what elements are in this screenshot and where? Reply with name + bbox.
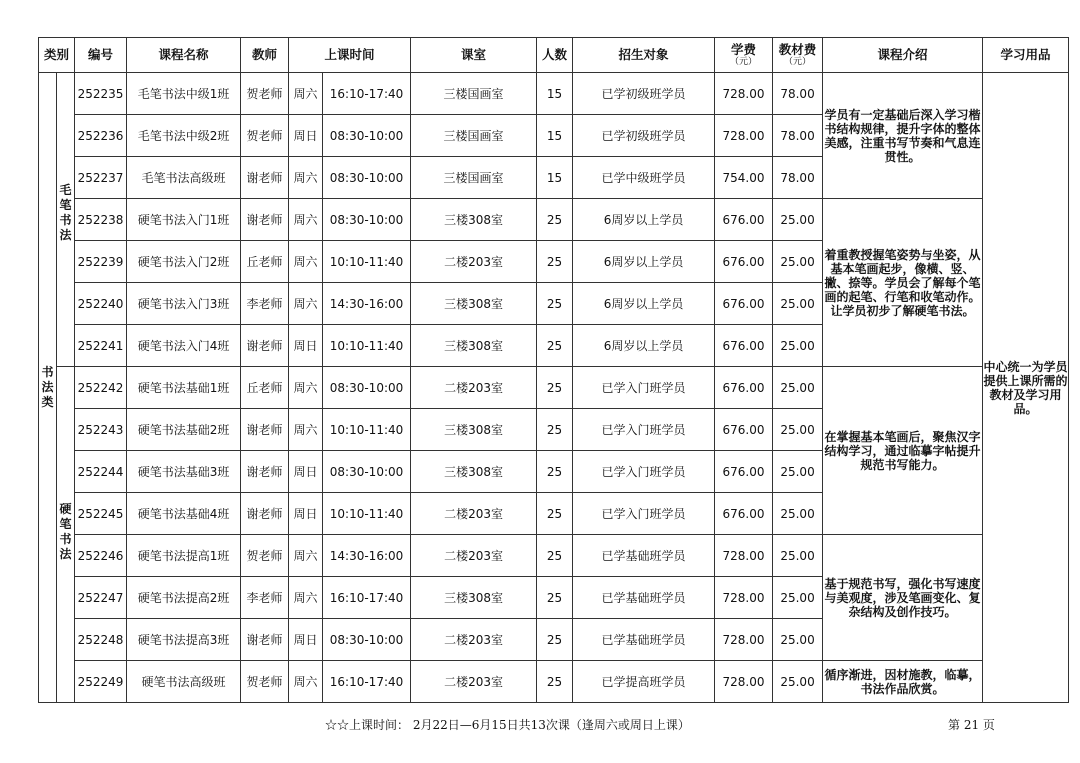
cell-room: 三楼308室 (411, 199, 537, 241)
cell-room: 三楼308室 (411, 451, 537, 493)
table-row (39, 199, 1069, 241)
cell-room: 三楼308室 (411, 325, 537, 367)
cell-target: 已学中级班学员 (573, 157, 715, 199)
header-time: 上课时间 (289, 38, 411, 73)
cell-target: 已学基础班学员 (573, 577, 715, 619)
cell-count: 25 (537, 241, 573, 283)
cell-material: 25.00 (773, 367, 823, 409)
cell-room: 三楼308室 (411, 409, 537, 451)
subcategory-cell (57, 73, 75, 367)
cell-target: 6周岁以上学员 (573, 199, 715, 241)
cell-room: 二楼203室 (411, 619, 537, 661)
course-intro-cell: 循序渐进，因材施教，临摹，书法作品欣赏。 (823, 661, 983, 703)
cell-teacher: 谢老师 (241, 325, 289, 367)
cell-code: 252240 (75, 283, 127, 325)
cell-code: 252241 (75, 325, 127, 367)
cell-target: 已学初级班学员 (573, 73, 715, 115)
cell-day: 周日 (289, 115, 323, 157)
cell-count: 15 (537, 157, 573, 199)
cell-material: 25.00 (773, 241, 823, 283)
cell-day: 周六 (289, 409, 323, 451)
cell-count: 25 (537, 283, 573, 325)
cell-day: 周六 (289, 73, 323, 115)
cell-day: 周日 (289, 619, 323, 661)
cell-count: 25 (537, 199, 573, 241)
header-room: 课室 (411, 38, 537, 73)
header-course: 课程名称 (127, 38, 241, 73)
cell-teacher: 李老师 (241, 283, 289, 325)
cell-material: 25.00 (773, 619, 823, 661)
cell-code: 252236 (75, 115, 127, 157)
course-intro-cell: 学员有一定基础后深入学习楷书结构规律，提升字体的整体美感，注重书写节奏和气息连贯性。 (823, 73, 983, 199)
cell-count: 25 (537, 409, 573, 451)
cell-code: 252244 (75, 451, 127, 493)
cell-target: 6周岁以上学员 (573, 241, 715, 283)
cell-tuition: 676.00 (715, 241, 773, 283)
cell-time: 08:30-10:00 (323, 619, 411, 661)
course-schedule-table (38, 37, 1069, 703)
cell-code: 252247 (75, 577, 127, 619)
cell-count: 25 (537, 577, 573, 619)
cell-day: 周六 (289, 535, 323, 577)
header-material-unit: （元） (784, 57, 812, 67)
cell-target: 已学入门班学员 (573, 451, 715, 493)
course-intro-cell: 基于规范书写，强化书写速度与美观度，涉及笔画变化、复杂结构及创作技巧。 (823, 535, 983, 661)
cell-course: 毛笔书法中级1班 (127, 73, 241, 115)
cell-material: 78.00 (773, 115, 823, 157)
cell-tuition: 676.00 (715, 199, 773, 241)
header-category: 类别 (39, 38, 75, 73)
cell-count: 15 (537, 73, 573, 115)
cell-teacher: 李老师 (241, 577, 289, 619)
cell-code: 252246 (75, 535, 127, 577)
cell-code: 252249 (75, 661, 127, 703)
cell-course: 硬笔书法基础2班 (127, 409, 241, 451)
cell-code: 252239 (75, 241, 127, 283)
cell-code: 252243 (75, 409, 127, 451)
cell-course: 硬笔书法入门2班 (127, 241, 241, 283)
cell-teacher: 谢老师 (241, 157, 289, 199)
header-code: 编号 (75, 38, 127, 73)
cell-target: 已学基础班学员 (573, 535, 715, 577)
header-supplies: 学习用品 (983, 38, 1069, 73)
cell-day: 周六 (289, 367, 323, 409)
cell-time: 08:30-10:00 (323, 367, 411, 409)
cell-material: 25.00 (773, 409, 823, 451)
subcategory-label: 毛笔书法 (59, 183, 72, 242)
cell-room: 三楼308室 (411, 577, 537, 619)
cell-code: 252238 (75, 199, 127, 241)
cell-code: 252237 (75, 157, 127, 199)
cell-teacher: 谢老师 (241, 199, 289, 241)
subcategory-label: 硬笔书法 (59, 502, 72, 561)
cell-time: 08:30-10:00 (323, 451, 411, 493)
cell-course: 毛笔书法中级2班 (127, 115, 241, 157)
header-target: 招生对象 (573, 38, 715, 73)
cell-count: 25 (537, 451, 573, 493)
cell-material: 25.00 (773, 325, 823, 367)
header-row (39, 38, 1069, 73)
cell-teacher: 谢老师 (241, 493, 289, 535)
cell-course: 毛笔书法高级班 (127, 157, 241, 199)
cell-course: 硬笔书法高级班 (127, 661, 241, 703)
header-material (773, 38, 823, 73)
cell-day: 周六 (289, 577, 323, 619)
course-intro-cell: 着重教授握笔姿势与坐姿，从基本笔画起步，像横、竖、撇、捺等。学员会了解每个笔画的起笔、行笔和收笔动作。让学员初步了解硬笔书法。 (823, 199, 983, 367)
cell-target: 6周岁以上学员 (573, 325, 715, 367)
category-main-label: 书法类 (41, 365, 54, 409)
cell-day: 周六 (289, 199, 323, 241)
table-row (39, 535, 1069, 577)
cell-count: 15 (537, 115, 573, 157)
cell-course: 硬笔书法基础4班 (127, 493, 241, 535)
cell-teacher: 贺老师 (241, 661, 289, 703)
header-count: 人数 (537, 38, 573, 73)
cell-material: 25.00 (773, 577, 823, 619)
cell-time: 08:30-10:00 (323, 199, 411, 241)
cell-room: 三楼国画室 (411, 115, 537, 157)
cell-material: 25.00 (773, 283, 823, 325)
cell-room: 三楼308室 (411, 283, 537, 325)
table-row (39, 367, 1069, 409)
cell-count: 25 (537, 367, 573, 409)
cell-target: 已学入门班学员 (573, 409, 715, 451)
cell-count: 25 (537, 493, 573, 535)
cell-time: 16:10-17:40 (323, 73, 411, 115)
cell-target: 已学提高班学员 (573, 661, 715, 703)
cell-tuition: 676.00 (715, 367, 773, 409)
cell-day: 周日 (289, 325, 323, 367)
cell-tuition: 728.00 (715, 115, 773, 157)
cell-tuition: 676.00 (715, 283, 773, 325)
cell-teacher: 丘老师 (241, 241, 289, 283)
cell-tuition: 728.00 (715, 619, 773, 661)
cell-tuition: 728.00 (715, 73, 773, 115)
cell-tuition: 676.00 (715, 409, 773, 451)
cell-room: 二楼203室 (411, 367, 537, 409)
schedule-note: ☆☆上课时间： 2月22日—6月15日共13次课（逢周六或周日上课） (325, 718, 690, 732)
cell-course: 硬笔书法入门1班 (127, 199, 241, 241)
cell-day: 周六 (289, 661, 323, 703)
cell-tuition: 676.00 (715, 493, 773, 535)
cell-time: 16:10-17:40 (323, 661, 411, 703)
cell-code: 252248 (75, 619, 127, 661)
header-tuition (715, 38, 773, 73)
cell-target: 6周岁以上学员 (573, 283, 715, 325)
cell-teacher: 丘老师 (241, 367, 289, 409)
cell-day: 周日 (289, 451, 323, 493)
table-row (39, 73, 1069, 115)
cell-course: 硬笔书法提高1班 (127, 535, 241, 577)
header-teacher: 教师 (241, 38, 289, 73)
course-intro-cell: 在掌握基本笔画后，聚焦汉字结构学习，通过临摹字帖提升规范书写能力。 (823, 367, 983, 535)
page-number: 第 21 页 (948, 718, 995, 732)
cell-course: 硬笔书法提高2班 (127, 577, 241, 619)
cell-time: 10:10-11:40 (323, 493, 411, 535)
cell-time: 10:10-11:40 (323, 325, 411, 367)
cell-time: 08:30-10:00 (323, 115, 411, 157)
cell-tuition: 754.00 (715, 157, 773, 199)
cell-tuition: 676.00 (715, 451, 773, 493)
cell-code: 252235 (75, 73, 127, 115)
cell-day: 周日 (289, 493, 323, 535)
cell-material: 78.00 (773, 157, 823, 199)
cell-material: 78.00 (773, 73, 823, 115)
subcategory-cell (57, 367, 75, 703)
cell-target: 已学初级班学员 (573, 115, 715, 157)
cell-room: 三楼国画室 (411, 73, 537, 115)
cell-room: 二楼203室 (411, 661, 537, 703)
cell-count: 25 (537, 661, 573, 703)
cell-material: 25.00 (773, 199, 823, 241)
cell-teacher: 谢老师 (241, 619, 289, 661)
cell-teacher: 谢老师 (241, 409, 289, 451)
header-intro: 课程介绍 (823, 38, 983, 73)
cell-target: 已学入门班学员 (573, 367, 715, 409)
cell-time: 16:10-17:40 (323, 577, 411, 619)
cell-day: 周六 (289, 157, 323, 199)
cell-room: 二楼203室 (411, 241, 537, 283)
cell-target: 已学基础班学员 (573, 619, 715, 661)
cell-material: 25.00 (773, 493, 823, 535)
cell-tuition: 676.00 (715, 325, 773, 367)
cell-material: 25.00 (773, 661, 823, 703)
supplies-cell: 中心统一为学员提供上课所需的教材及学习用品。 (983, 73, 1069, 703)
cell-tuition: 728.00 (715, 577, 773, 619)
header-tuition-unit: （元） (730, 57, 758, 67)
cell-code: 252245 (75, 493, 127, 535)
cell-day: 周六 (289, 283, 323, 325)
cell-code: 252242 (75, 367, 127, 409)
cell-room: 二楼203室 (411, 535, 537, 577)
cell-material: 25.00 (773, 451, 823, 493)
cell-teacher: 谢老师 (241, 451, 289, 493)
cell-count: 25 (537, 535, 573, 577)
header-material-label: 教材费 (778, 42, 817, 57)
cell-course: 硬笔书法基础3班 (127, 451, 241, 493)
cell-teacher: 贺老师 (241, 115, 289, 157)
category-main-cell (39, 73, 57, 703)
cell-room: 三楼国画室 (411, 157, 537, 199)
header-tuition-label: 学费 (731, 42, 757, 57)
cell-tuition: 728.00 (715, 535, 773, 577)
cell-time: 14:30-16:00 (323, 283, 411, 325)
cell-course: 硬笔书法提高3班 (127, 619, 241, 661)
cell-time: 08:30-10:00 (323, 157, 411, 199)
cell-tuition: 728.00 (715, 661, 773, 703)
cell-count: 25 (537, 619, 573, 661)
cell-time: 10:10-11:40 (323, 241, 411, 283)
cell-course: 硬笔书法入门3班 (127, 283, 241, 325)
cell-course: 硬笔书法基础1班 (127, 367, 241, 409)
cell-teacher: 贺老师 (241, 73, 289, 115)
table-row (39, 661, 1069, 703)
cell-course: 硬笔书法入门4班 (127, 325, 241, 367)
cell-target: 已学入门班学员 (573, 493, 715, 535)
cell-day: 周六 (289, 241, 323, 283)
cell-time: 14:30-16:00 (323, 535, 411, 577)
cell-count: 25 (537, 325, 573, 367)
cell-time: 10:10-11:40 (323, 409, 411, 451)
cell-room: 二楼203室 (411, 493, 537, 535)
cell-teacher: 贺老师 (241, 535, 289, 577)
cell-material: 25.00 (773, 535, 823, 577)
